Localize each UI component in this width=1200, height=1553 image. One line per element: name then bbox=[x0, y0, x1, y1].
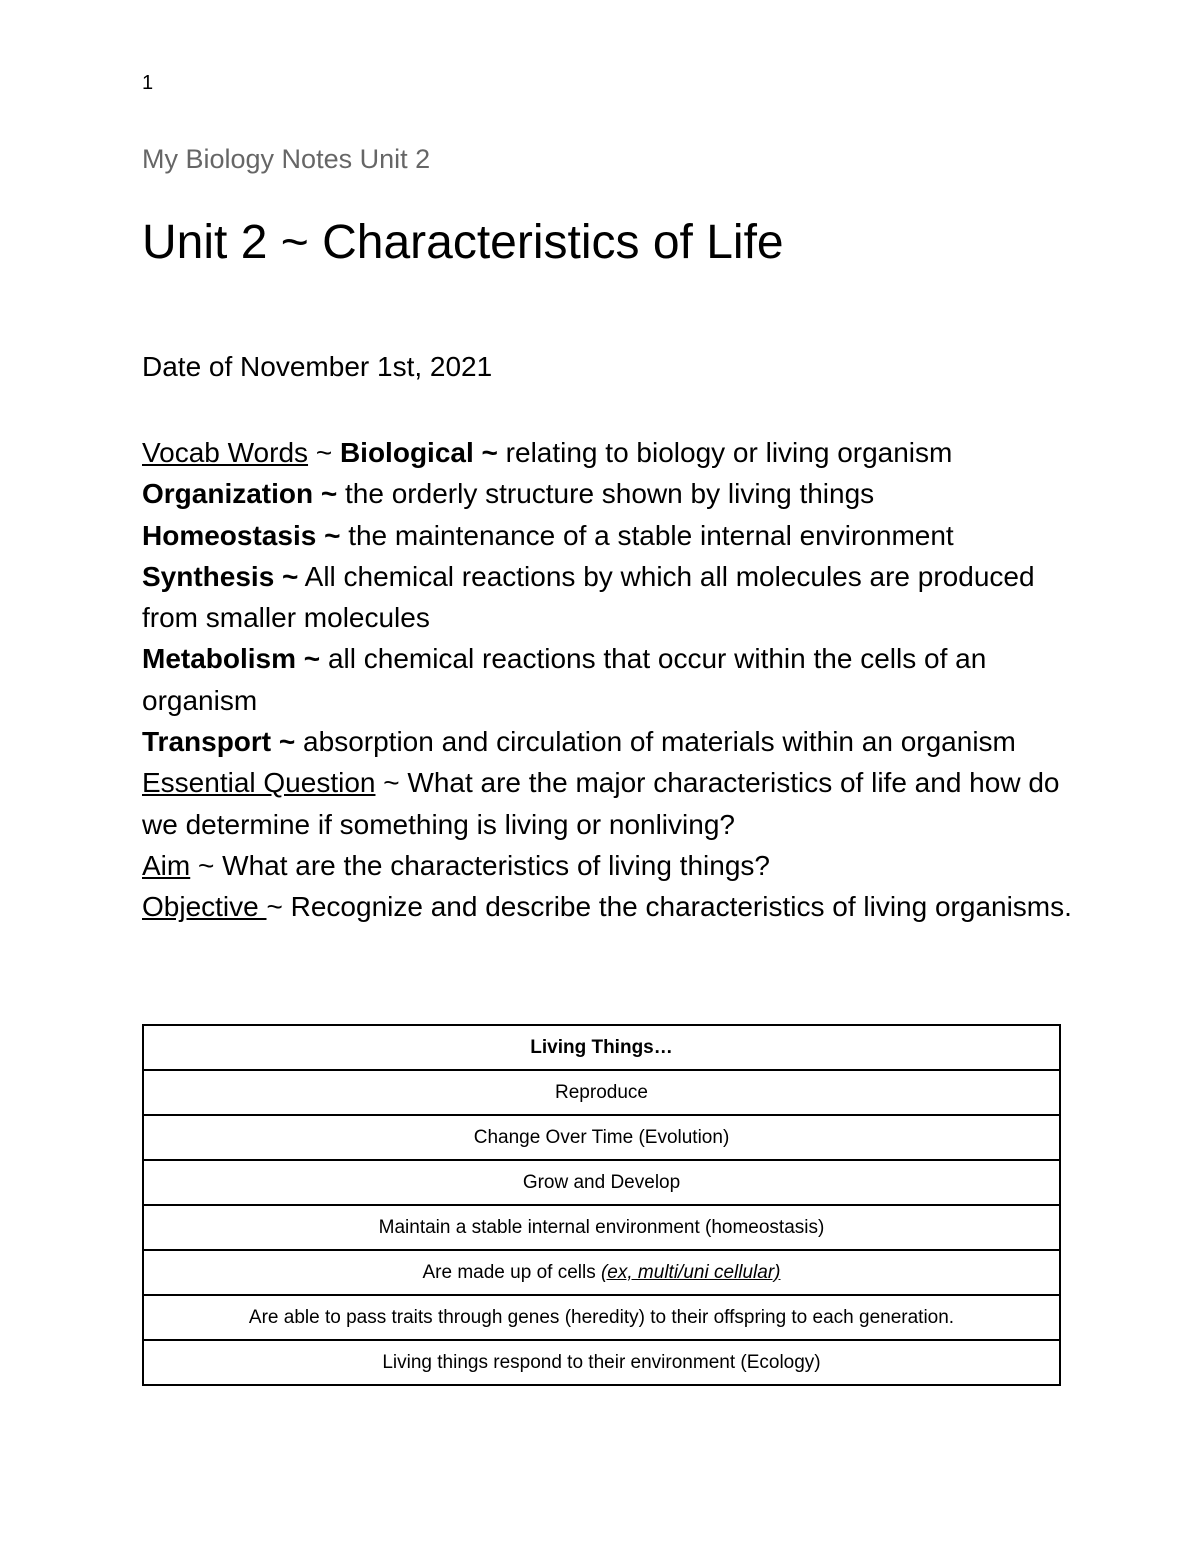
table-header: Living Things… bbox=[143, 1025, 1060, 1070]
term-synthesis: Synthesis ~ bbox=[142, 560, 299, 592]
cell-example: (ex, multi/uni cellular) bbox=[600, 1261, 781, 1283]
table-row bbox=[143, 1205, 1060, 1250]
objective-line bbox=[142, 886, 1072, 927]
definition-synthesis: All chemical reactions by which all molecules are produced from smaller molecules bbox=[142, 560, 1035, 634]
aim-line bbox=[142, 845, 1072, 886]
table-row bbox=[143, 1070, 1060, 1115]
definition-homeostasis: the maintenance of a stable internal environment bbox=[348, 519, 954, 551]
table-row bbox=[143, 1160, 1060, 1205]
term-transport: Transport ~ bbox=[142, 726, 296, 758]
objective-label: Objective bbox=[142, 891, 267, 923]
separator: ~ bbox=[198, 849, 215, 881]
essential-question-line bbox=[142, 762, 1072, 845]
separator: ~ bbox=[383, 767, 400, 799]
definition-biological: relating to biology or living organism bbox=[505, 437, 953, 468]
essential-question-label: Essential Question bbox=[142, 767, 376, 799]
essential-question-text: What are the major characteristics of life and how do we determine if something is living or nonliving? bbox=[142, 767, 1060, 840]
term-biological: Biological ~ bbox=[339, 437, 498, 468]
page-title: Unit 2 ~ Characteristics of Life bbox=[142, 216, 784, 269]
separator: ~ bbox=[315, 437, 333, 468]
aim-text: What are the characteristics of living things? bbox=[222, 849, 770, 881]
separator: ~ bbox=[266, 891, 283, 923]
date-line: Date of November 1st, 2021 bbox=[142, 351, 493, 382]
table-cell: Living things respond to their environment (Ecology) bbox=[143, 1340, 1060, 1385]
table-row bbox=[143, 1115, 1060, 1160]
table-row bbox=[143, 1295, 1060, 1340]
table-cell: Reproduce bbox=[143, 1070, 1060, 1115]
vocab-section bbox=[142, 432, 1072, 928]
table-row bbox=[143, 1250, 1060, 1295]
aim-label: Aim bbox=[142, 849, 191, 881]
document-header: My Biology Notes Unit 2 bbox=[142, 144, 431, 174]
living-things-table bbox=[142, 1024, 1061, 1386]
definition-transport: absorption and circulation of materials within an organism bbox=[303, 726, 1016, 758]
table-cell bbox=[143, 1250, 1060, 1295]
table-cell: Are able to pass traits through genes (heredity) to their offspring to each generation. bbox=[143, 1295, 1060, 1340]
table-row bbox=[143, 1340, 1060, 1385]
vocab-synthesis-line bbox=[142, 556, 1072, 639]
vocab-organization-line bbox=[142, 473, 1072, 514]
term-homeostasis: Homeostasis ~ bbox=[142, 519, 341, 551]
page-number: 1 bbox=[142, 72, 154, 94]
objective-text: Recognize and describe the characteristics of living organisms. bbox=[290, 891, 1072, 923]
table-cell: Change Over Time (Evolution) bbox=[143, 1115, 1060, 1160]
vocab-words-heading: Vocab Words bbox=[142, 437, 309, 468]
table-header-row bbox=[143, 1025, 1060, 1070]
table-cell: Maintain a stable internal environment (homeostasis) bbox=[143, 1205, 1060, 1250]
table-cell: Grow and Develop bbox=[143, 1160, 1060, 1205]
vocab-homeostasis-line bbox=[142, 515, 1072, 556]
term-metabolism: Metabolism ~ bbox=[142, 643, 321, 675]
definition-metabolism: all chemical reactions that occur within the cells of an organism bbox=[142, 643, 987, 716]
vocab-biological-line bbox=[142, 432, 1072, 473]
vocab-transport-line bbox=[142, 721, 1072, 762]
vocab-metabolism-line bbox=[142, 638, 1072, 721]
cell-text: Are made up of cells bbox=[422, 1261, 596, 1283]
term-organization: Organization ~ bbox=[142, 478, 338, 510]
definition-organization: the orderly structure shown by living things bbox=[345, 478, 875, 510]
